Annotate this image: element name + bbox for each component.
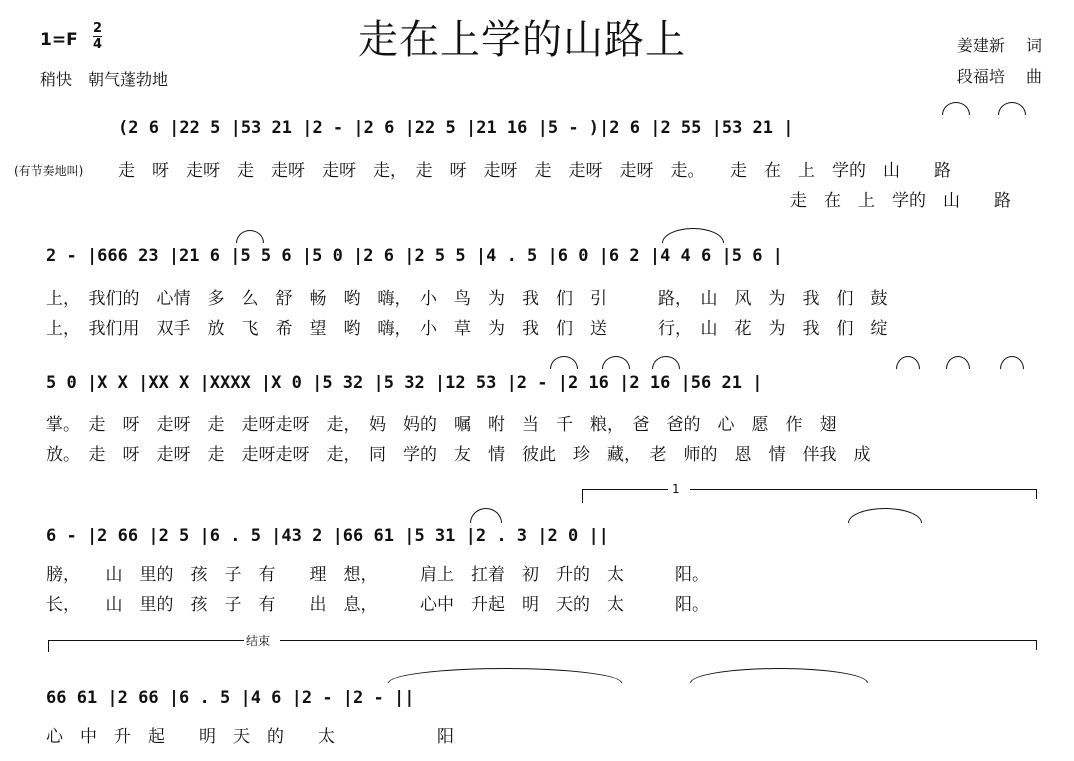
lyrics-row-2-verse-1: 上， 我们的 心情 多 么 舒 畅 哟 嗨， 小 鸟 为 我 们 引 路， 山 风 为 我 们 鼓 xyxy=(46,289,888,309)
time-signature-bottom: 4 xyxy=(93,37,103,52)
notation-row-5: 66 61 |2 66 |6 . 5 |4 6 |2 - |2 - || xyxy=(46,688,415,708)
lyrics-row-1-verse-1: 走 呀 走呀 走 走呀 走呀 走， 走 呀 走呀 走 走呀 走呀 走。 走 在 上 学的 山 路 xyxy=(118,161,951,181)
lyricist-credit xyxy=(957,33,1042,56)
slur xyxy=(550,356,578,369)
ending-label: 结束 xyxy=(246,634,271,648)
slur xyxy=(602,356,630,369)
time-signature-top: 2 xyxy=(93,21,103,36)
volta-1-label: 1 xyxy=(672,482,680,496)
notation-row-3: 5 0 |X X |XX X |XXXX |X 0 |5 32 |5 32 |12 53 |2 - |2 16 |2 16 |56 21 | xyxy=(46,373,763,393)
notation-row-1-label: (有节奏地叫) xyxy=(14,164,84,178)
lyricist-name: 姜建新 xyxy=(956,36,1005,55)
lyrics-row-4-verse-2: 长， 山 里的 孩 子 有 出 息， 心中 升起 明 天的 太 阳。 xyxy=(46,595,709,615)
notation-row-1: (2 6 |22 5 |53 21 |2 - |2 6 |22 5 |21 16 |5 - )|2 6 |2 55 |53 21 | xyxy=(118,118,794,138)
lyrics-row-3-verse-2: 放。 走 呀 走呀 走 走呀走呀 走， 同 学的 友 情 彼此 珍 藏， 老 师的 恩 情 伴我 成 xyxy=(46,445,871,465)
key-signature: 1=F xyxy=(40,30,78,50)
notation-row-2: 2 - |666 23 |21 6 |5 5 6 |5 0 |2 6 |2 5 5 |4 . 5 |6 0 |6 2 |4 4 6 |5 6 | xyxy=(46,246,783,266)
slur xyxy=(998,102,1026,115)
slur xyxy=(690,668,868,683)
slur xyxy=(942,102,970,115)
composer-name: 段福培 xyxy=(956,67,1005,86)
volta-bracket-tick xyxy=(1036,489,1037,499)
slur xyxy=(896,356,920,369)
slur xyxy=(470,508,502,523)
composer-role: 曲 xyxy=(1025,67,1042,86)
notation-row-4: 6 - |2 66 |2 5 |6 . 5 |43 2 |66 61 |5 31 |2 . 3 |2 0 || xyxy=(46,526,609,546)
lyricist-role: 词 xyxy=(1025,36,1042,55)
time-signature xyxy=(93,22,102,51)
coda-bracket-right xyxy=(280,640,1036,641)
composer-credit xyxy=(957,64,1042,87)
volta-bracket-left xyxy=(582,489,668,490)
coda-bracket-tick xyxy=(48,640,49,652)
lyrics-row-1-verse-2: 走 在 上 学的 山 路 xyxy=(790,191,1011,211)
volta-bracket-right xyxy=(690,489,1036,490)
song-title: 走在上学的山路上 xyxy=(358,17,686,63)
coda-bracket-tick xyxy=(1036,640,1037,650)
slur xyxy=(236,230,264,243)
volta-bracket-tick xyxy=(582,489,583,503)
lyrics-row-4-verse-1: 膀， 山 里的 孩 子 有 理 想， 肩上 扛着 初 升的 太 阳。 xyxy=(46,565,709,585)
slur xyxy=(662,228,724,243)
slur xyxy=(652,356,680,369)
lyrics-row-3-verse-1: 掌。 走 呀 走呀 走 走呀走呀 走， 妈 妈的 嘱 咐 当 千 粮， 爸 爸的 心 愿 作 翅 xyxy=(46,415,837,435)
slur xyxy=(848,508,922,523)
slur xyxy=(388,668,622,683)
slur xyxy=(946,356,970,369)
lyrics-row-5-verse-1: 心 中 升 起 明 天 的 太 阳 xyxy=(46,727,454,747)
tempo-marking: 稍快 朝气蓬勃地 xyxy=(40,70,169,89)
coda-bracket-left xyxy=(48,640,244,641)
slur xyxy=(1000,356,1024,369)
lyrics-row-2-verse-2: 上， 我们用 双手 放 飞 希 望 哟 嗨， 小 草 为 我 们 送 行， 山 花 为 我 们 绽 xyxy=(46,319,888,339)
